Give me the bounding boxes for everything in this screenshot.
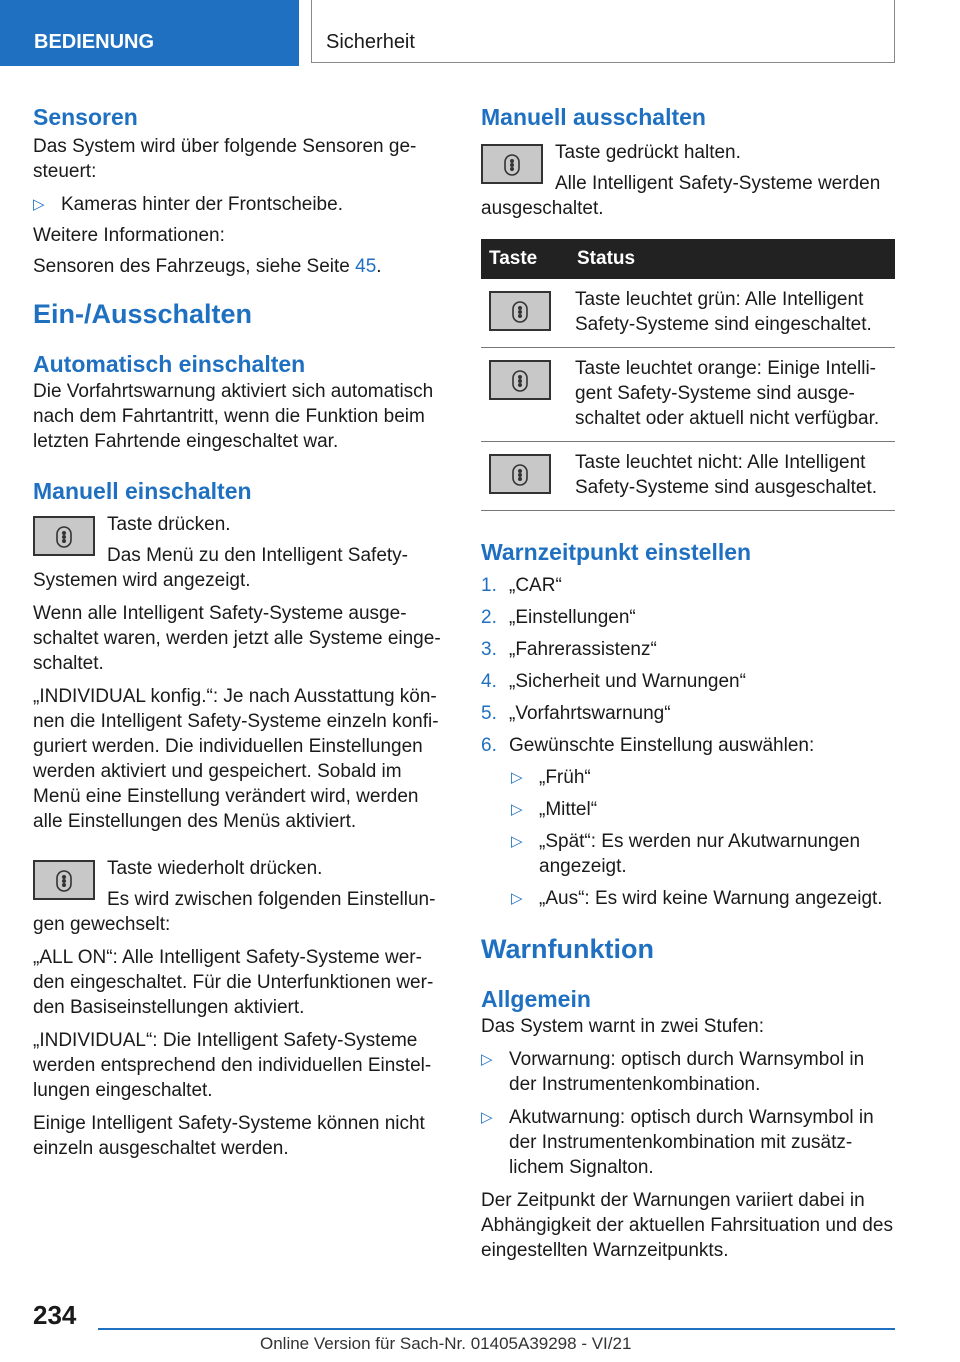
footer-text: Online Version für Sach-Nr. 01405A39298 - VI/21 — [260, 1334, 632, 1353]
table-header-status: Status — [569, 239, 895, 279]
key-row-aus: Taste gedrückt halten. Alle Intelligent Safety-Systeme werden — [481, 140, 893, 196]
heading-allgemein: Allgemein — [481, 986, 591, 1012]
status-table — [481, 239, 895, 511]
key-row-ein: Taste drücken. Das Menü zu den Intelligent Safety- — [33, 512, 445, 568]
list-item: 4. „Sicherheit und Warnungen“ — [481, 671, 746, 692]
triangle-right-icon: ▷ — [33, 196, 45, 213]
safety-button-icon — [33, 860, 95, 900]
safety-button-icon — [481, 144, 543, 184]
heading-manuell-ein: Manuell einschalten — [33, 478, 252, 504]
auto-text: Die Vorfahrtswarnung aktiviert sich automatisch nach dem Fahrtantritt, wenn die Funktion beim letzten Fahrtende eingeschaltet war. — [33, 381, 434, 452]
chapter-label: Sicherheit — [311, 0, 895, 63]
footer-divider — [98, 1328, 895, 1330]
list-item: ▷ Akutwarnung: optisch durch Warnsymbol in der Instrumentenkombination mit zusätz-lichem Signalton. — [481, 1107, 874, 1178]
page-link[interactable]: 45 — [355, 256, 377, 277]
triangle-right-icon: ▷ — [481, 1051, 493, 1068]
list-item: ▷ Vorwarnung: optisch durch Warnsymbol in der Instrumentenkombination. — [481, 1049, 865, 1095]
list-item: ▷ „Früh“ — [511, 767, 591, 788]
safety-button-icon — [489, 454, 551, 494]
table-header-taste: Taste — [481, 239, 569, 279]
individual-konfig-text: „INDIVIDUAL konfig.“: Je nach Ausstattung kön-nen die Intelligent Safety-Systeme einzeln konfi-guriert werden. Die individuellen Einstellungen werden aktiviert und gespeichert. Sobald im Menü eine Einstellung verändert wird, werden alle Einstellungen des Menüs aktiviert. — [33, 686, 439, 832]
list-item: 2. „Einstellungen“ — [481, 607, 636, 628]
list-item: 1. „CAR“ — [481, 575, 562, 596]
steps-list — [481, 573, 893, 758]
table-row: Taste leuchtet grün: Alle Intelligent Safety-Systeme sind eingeschaltet. — [481, 279, 895, 348]
section-label: BEDIENUNG — [0, 0, 299, 66]
triangle-right-icon: ▷ — [511, 833, 523, 850]
weitere-info: Weitere Informationen: — [33, 225, 225, 246]
key-row-wechsel: Taste wiederholt drücken. Es wird zwischen folgenden Einstellun- — [33, 856, 445, 912]
individual-text: „INDIVIDUAL“: Die Intelligent Safety-Systeme werden entsprechend den individuellen Einstel-lungen eingeschaltet. — [33, 1030, 432, 1101]
heading-warnzeitpunkt: Warnzeitpunkt einstellen — [481, 539, 752, 565]
heading-sensoren: Sensoren — [33, 104, 138, 130]
triangle-right-icon: ▷ — [511, 890, 523, 907]
heading-manuell-aus: Manuell ausschalten — [481, 104, 706, 130]
page-number: 234 — [33, 1300, 77, 1330]
heading-warnfunktion: Warnfunktion — [481, 934, 654, 964]
right-column: Manuell ausschalten Taste gedrückt halten. Alle Intelligent Safety-Systeme werden ausgeschaltet. Taste Status Taste leuchtet grün: Alle Intelligent Safety-Systeme sind eingeschaltet. Taste leuchtet orange: Einige Intelli-gent Safety-Systeme sind ausge-schaltet oder aktuell nicht verfügbar. Taste leuchtet nicht: Alle Intelligent Safety-Systeme sind ausgeschaltet. Warnzeitpunkt einstellen 1. „CAR“ 2. „Einstellungen“ 3. „Fahrerassistenz“ 4. „Sicherheit und Warnungen“ 5. „Vorfahrtswarnung“ 6. Gewünschte Einstellung auswählen: ▷ „Früh“ ▷ „Mittel“ ▷ „Spät“: Es werden nur Akutwarnungen angezeigt. ▷ „Aus“: Es wird keine Warnung angezeigt. Warnfunktion Allgemein Das System warnt in zwei Stufen: ▷ Vorwarnung: optisch durch Warnsymbol in der Instrumentenkombination. ▷ Akutwarnung: optisch durch Warnsymbol in der Instrumentenkombination mit zusätz-lichem Signalton. Der Zeitpunkt der Warnungen variiert dabei in Abhängigkeit der aktuellen Fahrsituation und des eingestellten Warnzeitpunkts. — [481, 100, 893, 1263]
einige-text: Einige Intelligent Safety-Systeme können nicht einzeln ausgeschaltet werden. — [33, 1113, 425, 1159]
list-item: ▷ „Aus“: Es wird keine Warnung angezeigt. — [511, 888, 883, 909]
safety-button-icon — [489, 360, 551, 400]
triangle-right-icon: ▷ — [511, 769, 523, 786]
safety-button-icon — [33, 516, 95, 556]
table-row: Taste leuchtet nicht: Alle Intelligent Safety-Systeme sind ausgeschaltet. — [481, 442, 895, 511]
list-item: ▷ „Spät“: Es werden nur Akutwarnungen angezeigt. — [511, 831, 861, 877]
all-on-text: „ALL ON“: Alle Intelligent Safety-Systeme wer-den eingeschaltet. Für die Unterfunktionen wer-den Basiseinstellungen aktiviert. — [33, 947, 434, 1018]
zeitpunkt-text: Der Zeitpunkt der Warnungen variiert dabei in Abhängigkeit der aktuellen Fahrsituation und des eingestellten Warnzeitpunkts. — [481, 1190, 893, 1261]
heading-automatisch: Automatisch einschalten — [33, 351, 306, 377]
triangle-right-icon: ▷ — [511, 801, 523, 818]
list-item: ▷ „Mittel“ — [511, 799, 598, 820]
triangle-right-icon: ▷ — [481, 1109, 493, 1126]
left-column: Sensoren Das System wird über folgende Sensoren ge-steuert: ▷ Kameras hinter der Frontscheibe. Weitere Informationen: Sensoren des Fahrzeugs, siehe Seite 45. Ein-/Ausschalten Automatisch einschalten Die Vorfahrtswarnung aktiviert sich automatisch nach dem Fahrtantritt, wenn die Funktion beim letzten Fahrtende eingeschaltet war. Manuell einschalten Taste drücken. Das Menü zu den Intelligent Safety- Systemen wird angezeigt. Wenn alle Intelligent Safety-Systeme ausge-schaltet waren, werden jetzt alle Systeme einge-schaltet. „INDIVIDUAL konfig.“: Je nach Ausstattung kön-nen die Intelligent Safety-Systeme einzeln konfi-guriert werden. Die individuellen Einstellungen werden aktiviert und gespeichert. Sobald im Menü eine Einstellung verändert wird, werden alle Einstellungen des Menüs aktiviert. Taste wiederholt drücken. Es wird zwischen folgenden Einstellun- gen gewechselt: „ALL ON“: Alle Intelligent Safety-Systeme wer-den eingeschaltet. Für die Unterfunktionen wer-den Basiseinstellungen aktiviert. „INDIVIDUAL“: Die Intelligent Safety-Systeme werden entsprechend den individuellen Einstel-lungen eingeschaltet. Einige Intelligent Safety-Systeme können nicht einzeln ausgeschaltet werden. — [33, 100, 445, 1161]
wenn-alle-text: Wenn alle Intelligent Safety-Systeme ausge-schaltet waren, werden jetzt alle Systeme einge-schaltet. — [33, 603, 441, 674]
list-item: 3. „Fahrerassistenz“ — [481, 639, 657, 660]
allgemein-text: Das System warnt in zwei Stufen: — [481, 1016, 764, 1037]
safety-button-icon — [489, 291, 551, 331]
sensoren-text: Das System wird über folgende Sensoren ge-steuert: — [33, 136, 417, 182]
sensoren-ref: Sensoren des Fahrzeugs, siehe Seite 45. — [33, 256, 382, 277]
list-item: ▷ Kameras hinter der Frontscheibe. — [33, 194, 343, 215]
heading-ein-aus: Ein-/Ausschalten — [33, 299, 253, 329]
list-item: 6. Gewünschte Einstellung auswählen: — [481, 735, 815, 756]
list-item: 5. „Vorfahrtswarnung“ — [481, 703, 671, 724]
table-row: Taste leuchtet orange: Einige Intelli-gent Safety-Systeme sind ausge-schaltet oder aktuell nicht verfügbar. — [481, 348, 895, 442]
page-header — [0, 0, 960, 66]
